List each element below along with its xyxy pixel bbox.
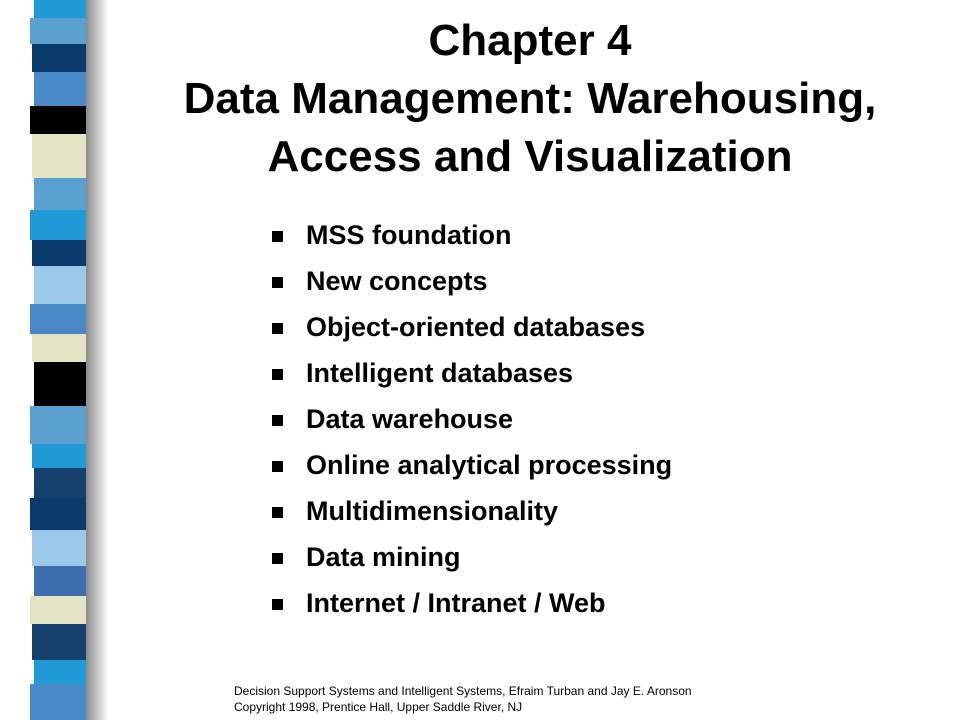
deco-tile [34,468,86,498]
deco-tile [30,406,86,444]
deco-tile [34,178,86,210]
square-bullet-icon [272,553,283,564]
deco-tile [30,18,86,44]
deco-tile-column [30,0,86,720]
bullet-text: Data mining [306,542,461,572]
bullet-text: Object-oriented databases [306,312,646,342]
title-line-1: Chapter 4 [428,16,632,65]
deco-tile [30,304,86,334]
deco-tile [30,498,86,530]
square-bullet-icon [272,277,283,288]
deco-tile [30,684,86,720]
deco-tile [34,566,86,596]
deco-tile [32,240,86,266]
deco-tile [30,106,86,134]
footer-line-1: Decision Support Systems and Intelligent Systems, Efraim Turban and Jay E. Aronson [234,684,692,698]
slide-title [130,12,930,186]
deco-tile [30,210,86,240]
bullet-text: MSS foundation [306,220,512,250]
square-bullet-icon [272,231,283,242]
square-bullet-icon [272,415,283,426]
deco-tile [34,266,86,304]
deco-tile [32,530,86,566]
square-bullet-icon [272,599,283,610]
deco-shadow [86,0,108,720]
bullet-text: Online analytical processing [306,450,673,480]
deco-tile [32,444,86,468]
deco-tile [34,0,86,18]
deco-tile [34,660,86,684]
bullet-text: Internet / Intranet / Web [306,588,606,618]
square-bullet-icon [272,369,283,380]
deco-tile [32,44,86,72]
bullet-text: Data warehouse [306,404,514,434]
slide-footer [234,683,692,715]
deco-white-margin [0,0,28,720]
square-bullet-icon [272,323,283,334]
decorative-strip [0,0,110,720]
title-line-2: Data Management: Warehousing, [183,74,877,123]
deco-tile [32,334,86,362]
bullet-text: New concepts [306,266,488,296]
deco-tile [34,72,86,106]
square-bullet-icon [272,461,283,472]
bullet-text: Intelligent databases [306,358,574,388]
bullet-text: Multidimensionality [306,496,559,526]
deco-tile [32,134,86,178]
square-bullet-icon [272,507,283,518]
footer-line-2: Copyright 1998, Prentice Hall, Upper Saddle River, NJ [234,700,523,714]
title-line-3: Access and Visualization [267,132,793,181]
deco-tile [34,362,86,406]
deco-tile [32,624,86,660]
deco-tile [30,596,86,624]
